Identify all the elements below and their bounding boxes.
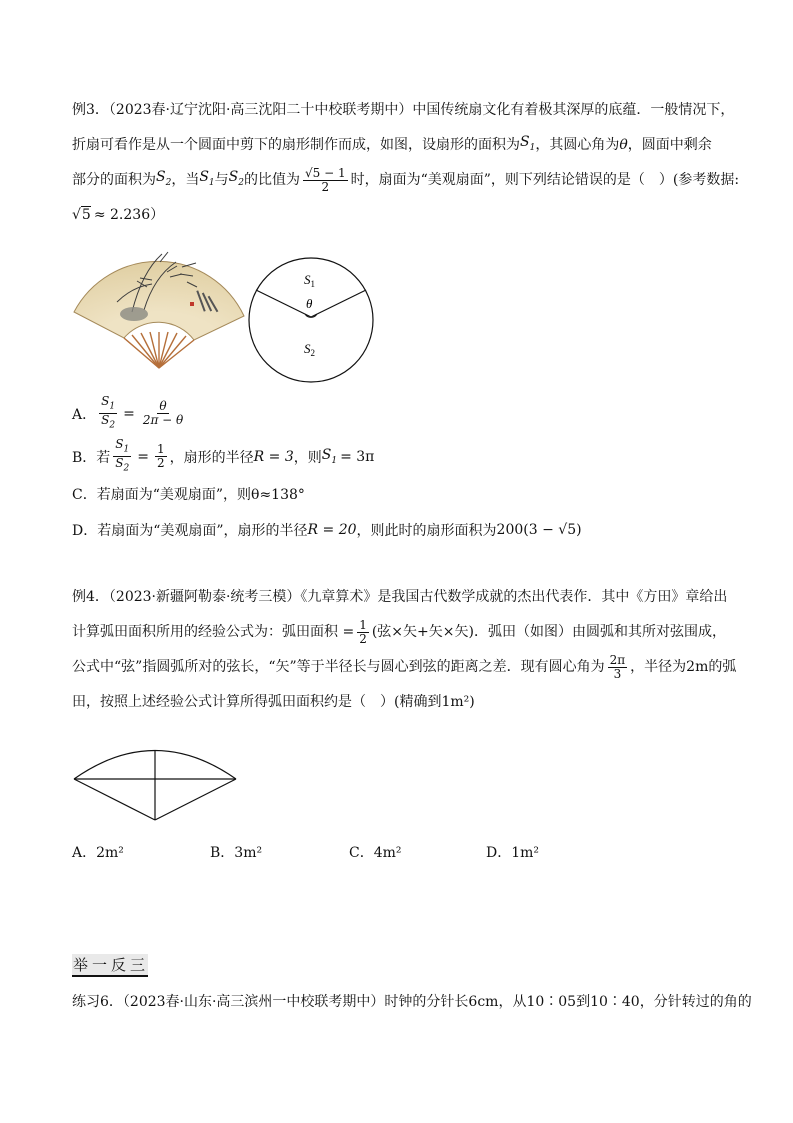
section-tag: 举 一 反 三 [72, 953, 148, 977]
ex4-option-c: C．4m² [349, 845, 402, 861]
ex3-option-d: D．若扇面为“美观扇面”，扇形的半径 R = 20 ，则此时的扇形面积为 200(3 − √5) [72, 522, 582, 539]
label-s2: $S_2$ [304, 341, 315, 358]
example-4-text [72, 580, 737, 720]
ex4-option-b: B．3m² [210, 845, 263, 861]
circle-sector-diagram [246, 255, 376, 385]
ex3-line-4: √5 ≈ 2.236） [72, 207, 165, 223]
ex4-line-3: 公式中“弦”指圆弧所对的弦长，“矢”等于半径长与圆心到弦的距离之差．现有圆心角为 $\frac{2\pi}{3}$ ，半径为2m的弧 [72, 653, 737, 681]
ex3-line-3: 部分的面积为 $S_2$ ，当 $S_1$ 与 $S_2$ 的比值为 $\frac{√5 - 1}{2}$ 时，扇面为“美观扇面”，则下列结论错误的是（ ）(参考数据: [72, 166, 740, 194]
ex4-option-d: D．1m² [486, 845, 540, 861]
label-theta: θ [306, 296, 313, 311]
ex3-option-b: B．若 $\frac{S_1}{S_2}$ = $\frac{1}{2}$ ，扇形的半径 R = 3 ，则 $S_1$ = 3π [72, 437, 375, 474]
ex4-line-4: 田，按照上述经验公式计算所得弧田面积约是（ ）(精确到1m²) [72, 694, 475, 710]
theta-symbol: θ [619, 137, 628, 153]
folding-fan-picture [72, 232, 247, 370]
ex3-line-1: 例3．（2023春·辽宁沈阳·高三沈阳二十中校联考期中）中国传统扇文化有着极其深厚的底蕴．一般情况下， [72, 102, 735, 118]
ex4-line-2: 计算弧田面积所用的经验公式为：弧田面积 = $\frac{1}{2}$ (弦×矢+矢×矢)．弧田（如图）由圆弧和其所对弦围成， [72, 618, 726, 646]
ex4-options [72, 842, 632, 864]
practice-6-line-1: 练习6．（2023春·山东·高三滨州一中校联考期中）时钟的分针长6cm，从10∶05到10∶40，分针转过的角的 [72, 994, 752, 1010]
ex3-option-a: A． $\frac{S_1}{S_2}$ = $\frac{\theta}{2\pi - \theta}$ [72, 394, 184, 431]
practice-6-text [72, 985, 752, 1020]
ratio-fraction: $\frac{√5 - 1}{2}$ [304, 166, 346, 194]
ex4-line-1: 例4．（2023·新疆阿勒泰·统考三模）《九章算术》是我国古代数学成就的杰出代表作．其中《方田》章给出 [72, 589, 728, 605]
ex4-option-a: A．2m² [72, 845, 124, 861]
ex3-line-2: 折扇可看作是从一个圆面中剪下的扇形制作而成，如图，设扇形的面积为 $S_1$ ，其圆心角为 θ ，圆面中剩余 [72, 128, 734, 163]
example-3-text [72, 93, 740, 233]
ex3-option-c: C．若扇面为“美观扇面”，则θ≈138° [72, 487, 305, 503]
arc-field-diagram [72, 738, 238, 822]
s1-symbol: $S_1$ [520, 134, 536, 153]
label-s1: $S_1$ [304, 272, 315, 289]
